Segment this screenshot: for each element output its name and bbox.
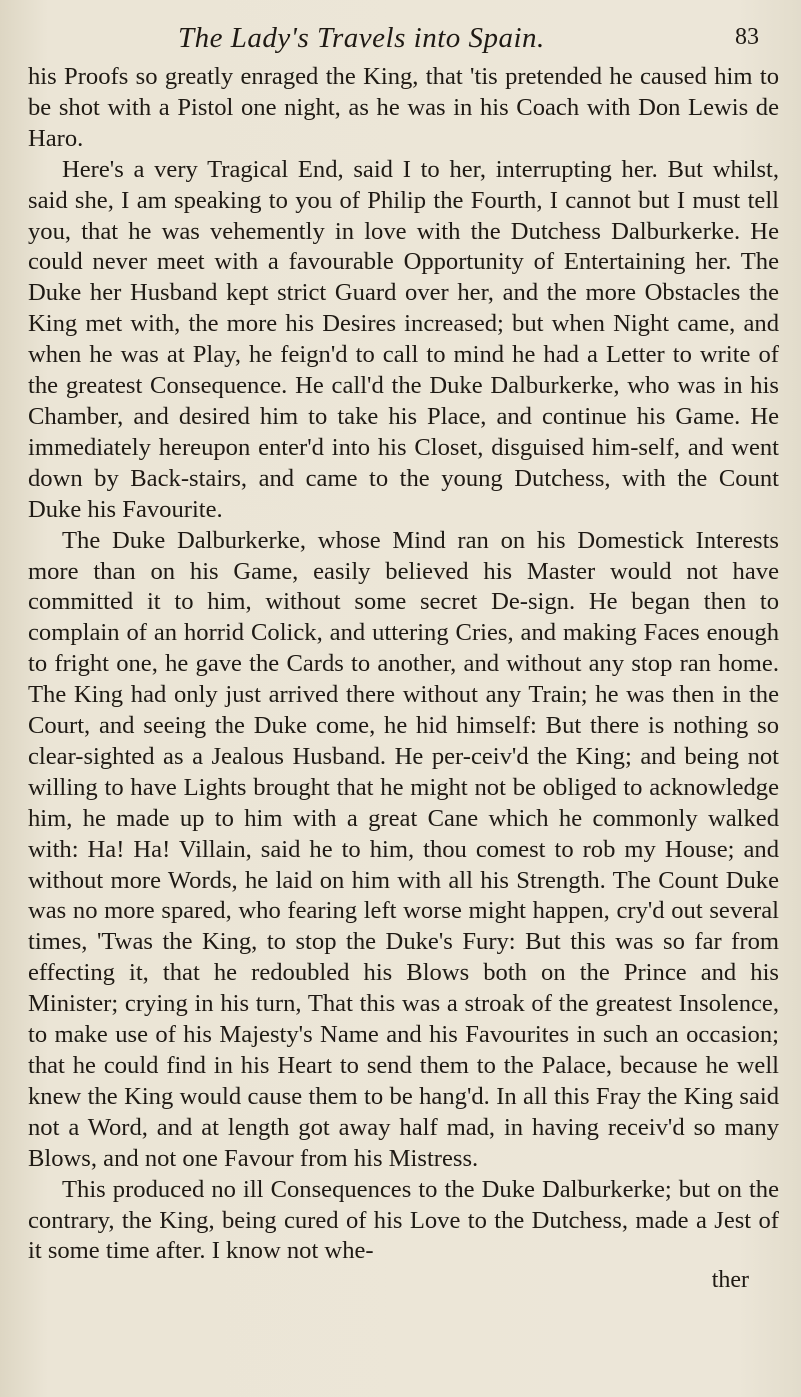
paragraph-2: Here's a very Tragical End, said I to her, interrupting her. But whilst, said she, I am speaking to you of Philip the Fourth, I cannot but I must tell you, that he was vehemently in love with the Dutchess Dalburkerke. He could never meet with a favourable Opportunity of Entertaining her. The Duke her Husband kept strict Guard over her, and the more Obstacles the King met with, the more his Desires increased; but when Night came, and when he was at Play, he feign'd to call to mind he had a Letter to write of the greatest Consequence. He call'd the Duke Dalburkerke, who was in his Chamber, and desired him to take his Place, and continue his Game. He immediately hereupon enter'd into his Closet, disguised him-self, and went down by Back-stairs, and came to the young Dutchess, with the Count Duke his Favourite.	[28, 155, 779, 523]
catchword: ther	[711, 1267, 749, 1294]
body-text	[28, 62, 779, 1267]
running-title: The Lady's Travels into Spain.	[178, 22, 545, 54]
paragraph-3: The Duke Dalburkerke, whose Mind ran on his Domestick Interests more than on his Game, easily believed his Master would not have committed it to him, without some secret De-sign. He began then to complain of an horrid Colick, and uttering Cries, and making Faces enough to fright one, he gave the Cards to another, and without any stop ran home. The King had only just arrived there without any Train; he was then in the Court, and seeing the Duke come, he hid himself: But there is nothing so clear-sighted as a Jealous Husband. He per-ceiv'd the King; and being not willing to have Lights brought that he might not be obliged to acknowledge him, he made up to him with a great Cane which he commonly walked with: Ha! Ha! Villain, said he to him, thou comest to rob my House; and without more Words, he laid on him with all his Strength. The Count Duke was no more spared, who fearing left worse might happen, cry'd out several times, 'Twas the King, to stop the Duke's Fury: But this was so far from effecting it, that he redoubled his Blows both on the Prince and his Minister; crying in his turn, That this was a stroak of the greatest Insolence, to make use of his Majesty's Name and his Favourites in such an occasion; that he could find in his Heart to send them to the Palace, because he well knew the King would cause them to be hang'd. In all this Fray the King said not a Word, and at length got away half mad, in having receiv'd so many Blows, and not one Favour from his Mistress.	[28, 526, 779, 1172]
page-header	[28, 22, 779, 62]
paragraph-1: his Proofs so greatly enraged the King, that 'tis pretended he caused him to be shot with a Pistol one night, as he was in his Coach with Don Lewis de Haro.	[28, 63, 779, 152]
page-number: 83	[735, 24, 759, 50]
paragraph-4: This produced no ill Consequences to the Duke Dalburkerke; but on the contrary, the King, being cured of his Love to the Dutchess, made a Jest of it some time after. I know not whe-	[28, 1175, 779, 1265]
